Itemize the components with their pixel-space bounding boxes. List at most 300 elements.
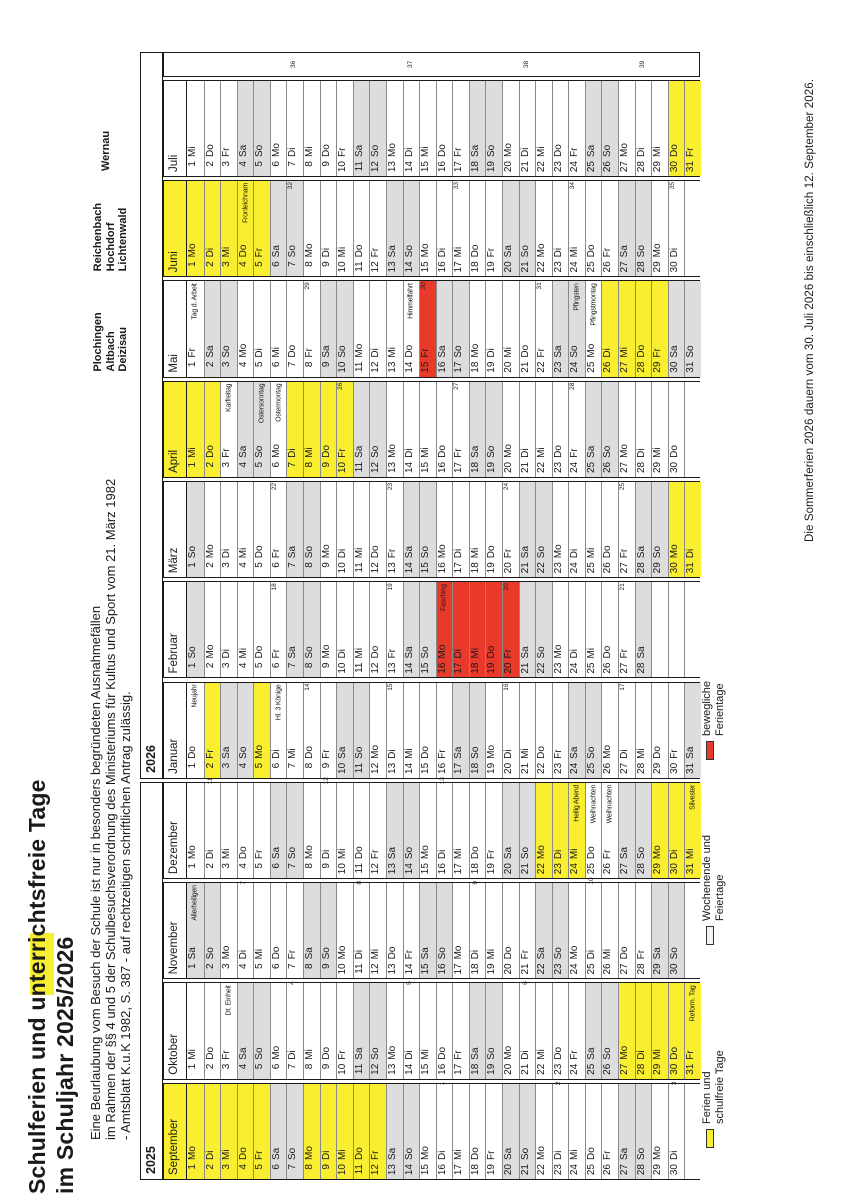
- weekday-abbr: Mo: [204, 544, 216, 559]
- day-cell-dezember-18: [469, 783, 486, 885]
- day-cell-februar-14: [403, 582, 420, 677]
- day-number: 19: [486, 261, 498, 273]
- weekday-abbr: Fr: [569, 448, 581, 458]
- day-number: 24: [569, 762, 581, 774]
- day-number: 14: [403, 161, 415, 173]
- weekday-abbr: Mo: [652, 243, 664, 258]
- day-cell-oktober-24: [568, 983, 585, 1078]
- day-cell-januar-9: [320, 683, 337, 785]
- day-cell-september-29: [651, 1084, 668, 1179]
- day-cell-juni-12: [369, 181, 386, 276]
- day-cell-oktober-18: [469, 983, 486, 1078]
- day-number: 3: [221, 161, 233, 167]
- weekday-abbr: Mo: [187, 1146, 198, 1160]
- day-number: 6: [270, 161, 282, 167]
- day-number: 31: [685, 361, 697, 373]
- day-cell-april-9: [320, 382, 337, 477]
- day-number: 30: [668, 261, 680, 273]
- day-number: 17: [453, 963, 465, 975]
- holiday-label: Allerheiligen: [191, 885, 199, 921]
- month-header: April: [164, 382, 187, 477]
- day-number: 29: [652, 863, 664, 875]
- weekday-abbr: Mo: [552, 544, 564, 559]
- day-number: 7: [287, 461, 299, 468]
- holiday-label: Ostermontag: [275, 383, 283, 422]
- day-cell-april-26: [601, 382, 618, 477]
- weekday-abbr: Di: [602, 348, 614, 358]
- day-number: 18: [469, 1063, 481, 1075]
- day-cell-februar-17: [452, 582, 469, 677]
- day-cell-november-28: [635, 883, 652, 978]
- day-number: 26: [602, 762, 614, 774]
- day-cell-november-6: [270, 883, 287, 978]
- day-number: 20: [502, 1164, 514, 1176]
- day-number: 2: [204, 1063, 216, 1070]
- day-number: 11: [353, 161, 365, 172]
- day-cell-oktober-31: [684, 983, 701, 1078]
- day-cell-november-17: [452, 883, 469, 978]
- weekday-abbr: Do: [668, 144, 680, 157]
- day-cell-märz-25: [585, 482, 602, 577]
- weekday-abbr: Do: [436, 445, 448, 458]
- weekday-abbr: Do: [486, 545, 498, 559]
- district-block-plochingen: [92, 312, 130, 371]
- week-number: 31: [536, 282, 544, 290]
- day-cell-empty: [651, 582, 668, 677]
- day-number: 14: [403, 863, 415, 875]
- day-cell-märz-19: [485, 482, 502, 577]
- day-number: 14: [403, 1164, 415, 1176]
- day-cell-juni-19: [485, 181, 502, 276]
- day-cell-januar-12: [369, 683, 386, 778]
- weekday-abbr: Sa: [469, 445, 481, 458]
- weekday-abbr: Mi: [536, 1049, 548, 1060]
- weekday-abbr: Do: [320, 144, 332, 157]
- day-number: 29: [652, 161, 664, 173]
- weekday-abbr: Di: [453, 649, 465, 659]
- weekday-abbr: So: [287, 1147, 299, 1160]
- weekday-abbr: Fr: [502, 548, 514, 559]
- day-number: 5: [254, 762, 266, 769]
- weekday-abbr: Mi: [237, 647, 249, 659]
- weekday-abbr: Sa: [403, 545, 415, 559]
- day-cell-november-1: [187, 883, 204, 978]
- district-name: Lichtenwald: [117, 207, 129, 272]
- day-cell-oktober-25: [585, 983, 602, 1078]
- day-number: 11: [353, 562, 365, 573]
- day-number: 20: [502, 361, 514, 373]
- day-cell-dezember-8: [303, 783, 320, 878]
- weekday-abbr: Fr: [436, 749, 448, 759]
- day-cell-januar-2: [204, 683, 221, 785]
- month-column-september: [163, 1083, 700, 1180]
- day-cell-märz-23: [552, 482, 569, 577]
- day-number: 17: [453, 863, 465, 875]
- weekday-abbr: Di: [320, 247, 332, 258]
- day-number: 6: [270, 963, 282, 969]
- day-cell-februar-10: [336, 582, 353, 677]
- day-number: 1: [187, 863, 198, 869]
- day-number: 4: [237, 863, 249, 869]
- holiday-label: Weihnachten: [606, 784, 614, 824]
- weekday-abbr: Fr: [370, 247, 382, 258]
- weekday-abbr: Do: [204, 1046, 216, 1060]
- day-cell-november-24: [568, 883, 585, 978]
- day-number: 8: [304, 963, 316, 969]
- day-number: 1: [187, 963, 198, 969]
- day-number: 28: [635, 361, 647, 373]
- day-number: 23: [552, 161, 564, 173]
- day-cell-oktober-3: [220, 983, 237, 1078]
- weekday-abbr: Mi: [453, 848, 465, 860]
- day-cell-dezember-20: [502, 783, 519, 878]
- day-cell-juni-4: [237, 181, 254, 276]
- day-cell-juli-21: [519, 81, 536, 176]
- weekday-abbr: So: [337, 345, 349, 358]
- day-number: 4: [237, 461, 249, 468]
- day-number: 7: [287, 261, 299, 267]
- day-cell-november-27: [618, 883, 635, 978]
- day-cell-juli-25: [585, 81, 602, 176]
- weekday-abbr: Fr: [221, 1050, 233, 1060]
- day-number: 27: [619, 863, 631, 875]
- day-number: 22: [536, 161, 548, 173]
- day-number: 4: [237, 1063, 249, 1070]
- day-cell-juli-27: [618, 81, 635, 176]
- day-cell-april-7: [286, 382, 303, 477]
- week-number: 34: [569, 182, 577, 190]
- weekday-abbr: Fr: [187, 348, 198, 358]
- day-number: 29: [652, 361, 664, 373]
- day-number: 28: [635, 562, 647, 574]
- day-number: 15: [420, 261, 432, 273]
- weekday-abbr: Do: [552, 1046, 564, 1060]
- weekday-abbr: Fr: [652, 348, 664, 358]
- weekday-abbr: Mi: [486, 948, 498, 960]
- day-number: 7: [287, 361, 299, 368]
- day-number: 10: [337, 562, 349, 574]
- weekday-abbr: So: [187, 545, 198, 559]
- day-number: 23: [552, 662, 564, 674]
- day-cell-mai-30: [668, 281, 685, 376]
- weekday-abbr: Do: [320, 1046, 332, 1060]
- district-name: Plochingen: [92, 312, 104, 372]
- weekday-abbr: Fr: [254, 247, 266, 258]
- weekday-abbr: So: [287, 846, 299, 860]
- day-cell-mai-3: [220, 281, 237, 376]
- day-number: 27: [619, 261, 631, 273]
- day-number: 28: [635, 662, 647, 674]
- day-number: 12: [370, 361, 382, 373]
- weekday-abbr: Sa: [685, 746, 697, 759]
- week-number: 24: [502, 482, 510, 491]
- day-number: 19: [486, 762, 498, 774]
- day-number: 28: [635, 161, 647, 173]
- day-cell-märz-3: [220, 482, 237, 577]
- day-number: 13: [386, 562, 398, 574]
- weekday-abbr: Mo: [270, 1045, 282, 1060]
- day-number: 17: [453, 1063, 465, 1075]
- day-number: 6: [270, 662, 282, 669]
- day-cell-september-3: [220, 1084, 237, 1179]
- day-number: 20: [502, 461, 514, 474]
- day-cell-empty: [684, 181, 701, 276]
- day-number: 17: [453, 562, 465, 574]
- weekday-abbr: Sa: [635, 646, 647, 659]
- day-cell-januar-26: [601, 683, 618, 778]
- day-cell-juni-14: [403, 181, 420, 276]
- day-number: 12: [370, 1164, 382, 1176]
- day-cell-oktober-1: [187, 983, 204, 1078]
- day-cell-april-11: [353, 382, 370, 477]
- day-cell-juli-29: [651, 81, 668, 176]
- day-cell-dezember-7: [286, 783, 303, 878]
- day-number: 20: [502, 762, 514, 774]
- day-cell-juni-7: [286, 181, 303, 276]
- day-cell-oktober-9: [320, 983, 337, 1078]
- weekday-abbr: Fr: [486, 1150, 498, 1160]
- day-number: 26: [602, 1164, 614, 1176]
- weekday-abbr: Sa: [519, 646, 531, 659]
- day-cell-dezember-28: [635, 783, 652, 878]
- day-cell-januar-14: [403, 683, 420, 778]
- day-number: 27: [619, 361, 631, 373]
- weekday-abbr: So: [536, 545, 548, 559]
- day-number: 3: [221, 963, 233, 969]
- day-cell-oktober-14: [403, 983, 420, 1078]
- weekday-abbr: Di: [453, 548, 465, 559]
- day-cell-mai-21: [519, 281, 536, 376]
- day-cell-juli-19: [485, 81, 502, 176]
- day-cell-oktober-10: [336, 983, 353, 1078]
- day-number: 8: [304, 1063, 316, 1070]
- day-cell-märz-2: [204, 482, 221, 577]
- day-cell-januar-13: [386, 683, 403, 778]
- weekday-abbr: Mo: [652, 1146, 664, 1160]
- day-number: 13: [386, 161, 398, 173]
- day-number: 27: [619, 1164, 631, 1176]
- day-number: 16: [436, 662, 448, 674]
- day-number: 18: [469, 261, 481, 273]
- day-number: 16: [436, 863, 448, 875]
- day-number: 9: [320, 461, 332, 468]
- weekday-abbr: Fr: [337, 147, 349, 157]
- day-number: 10: [337, 1063, 349, 1075]
- weekday-abbr: Sa: [270, 1147, 282, 1160]
- weekday-abbr: Sa: [569, 746, 581, 759]
- week-number: 3: [670, 1081, 678, 1086]
- page-title-line2: im Schuljahr 2025/2026: [52, 936, 78, 1194]
- week-number: 10: [587, 877, 595, 885]
- day-cell-september-1: [187, 1084, 204, 1179]
- day-cell-oktober-20: [502, 983, 519, 1078]
- week-number: 27: [453, 382, 461, 390]
- day-cell-märz-9: [320, 482, 337, 577]
- weekday-abbr: Di: [254, 348, 266, 358]
- day-cell-dezember-27: [618, 783, 635, 878]
- weekday-abbr: Mo: [569, 945, 581, 960]
- weekday-abbr: Di: [519, 147, 531, 157]
- day-number: 26: [602, 963, 614, 975]
- weekday-abbr: Mi: [519, 748, 531, 759]
- day-number: 1: [187, 662, 198, 669]
- holiday-label: Pfingsten: [573, 283, 581, 311]
- weekday-abbr: Di: [320, 1150, 332, 1160]
- weekday-abbr: Di: [221, 649, 233, 659]
- week-number: 33: [453, 182, 461, 190]
- day-number: 30: [668, 1063, 680, 1075]
- weekday-abbr: Do: [270, 946, 282, 960]
- day-number: 27: [619, 562, 631, 574]
- day-cell-november-25: [585, 883, 602, 978]
- weekday-abbr: Do: [403, 344, 415, 358]
- weekday-abbr: Di: [635, 1050, 647, 1060]
- day-cell-november-13: [386, 883, 403, 978]
- day-cell-mai-13: [386, 281, 403, 376]
- intro-line-2: im Rahmen der §§ 4 und 5 der Schulbesuchsverordnung des Ministeriums für Kultus und Sport vom 21. März 1982: [103, 478, 118, 1140]
- day-cell-november-23: [552, 883, 569, 978]
- weekday-abbr: Fr: [486, 849, 498, 860]
- weekday-abbr: Mo: [552, 644, 564, 659]
- weekday-abbr: Mo: [453, 945, 465, 960]
- weekday-abbr: Di: [502, 749, 514, 759]
- month-column-mai: [163, 280, 700, 377]
- weekday-abbr: Di: [221, 548, 233, 559]
- day-cell-mai-15: [419, 281, 436, 376]
- day-number: 14: [403, 762, 415, 774]
- weekday-abbr: Mi: [337, 848, 349, 860]
- weekday-abbr: So: [420, 646, 432, 659]
- day-cell-oktober-17: [452, 983, 469, 1078]
- month-header: Januar: [164, 683, 187, 778]
- weekday-abbr: Sa: [270, 846, 282, 860]
- day-cell-januar-29: [651, 683, 668, 778]
- day-cell-dezember-5: [253, 783, 270, 878]
- day-number: 17: [453, 1164, 465, 1176]
- day-cell-mai-31: [684, 281, 701, 376]
- day-number: 3: [221, 361, 233, 368]
- day-cell-april-12: [369, 382, 386, 477]
- day-cell-oktober-6: [270, 983, 287, 1078]
- day-cell-märz-28: [635, 482, 652, 577]
- weekday-abbr: Mi: [270, 347, 282, 358]
- day-cell-juli-15: [419, 81, 436, 176]
- day-number: 11: [353, 461, 365, 473]
- day-number: 27: [619, 963, 631, 975]
- day-number: 13: [386, 963, 398, 975]
- weekday-abbr: Do: [585, 846, 597, 860]
- day-number: 10: [337, 1164, 349, 1176]
- day-number: 7: [287, 963, 299, 969]
- holiday-label: Tag d. Arbeit: [191, 283, 199, 320]
- day-number: 23: [552, 1164, 564, 1176]
- weekday-abbr: Fr: [304, 348, 316, 358]
- weekday-abbr: Mo: [187, 845, 198, 860]
- day-cell-november-26: [601, 883, 618, 978]
- day-cell-empty: [668, 582, 685, 677]
- day-number: 12: [370, 562, 382, 574]
- day-cell-märz-24: [568, 482, 585, 577]
- weekday-abbr: Fr: [270, 649, 282, 659]
- day-number: 10: [337, 662, 349, 674]
- weekday-abbr: Fr: [287, 949, 299, 960]
- day-cell-mai-25: [585, 281, 602, 376]
- weekday-abbr: Mi: [221, 1149, 233, 1160]
- weekday-abbr: So: [353, 746, 365, 759]
- day-number: 26: [602, 161, 614, 173]
- day-number: 6: [270, 1164, 282, 1170]
- day-number: 30: [668, 161, 680, 173]
- day-number: 27: [619, 161, 631, 173]
- day-number: 22: [536, 461, 548, 474]
- day-number: 9: [320, 963, 332, 969]
- week-strip-column: [163, 52, 700, 77]
- day-cell-februar-3: [220, 582, 237, 677]
- month-header: Februar: [164, 582, 187, 677]
- day-cell-märz-21: [519, 482, 536, 577]
- day-cell-september-6: [270, 1084, 287, 1179]
- weekday-abbr: Sa: [652, 947, 664, 960]
- day-cell-februar-22: [535, 582, 552, 677]
- weekday-abbr: So: [635, 846, 647, 860]
- weekday-abbr: Fr: [569, 1050, 581, 1060]
- day-cell-april-13: [386, 382, 403, 477]
- day-number: 28: [635, 1164, 647, 1176]
- day-number: 1: [187, 161, 198, 167]
- weekday-abbr: Sa: [403, 646, 415, 659]
- day-number: 15: [420, 863, 432, 875]
- weekday-abbr: Di: [552, 247, 564, 258]
- weekday-abbr: Di: [436, 1150, 448, 1160]
- weekday-abbr: Sa: [386, 245, 398, 258]
- week-number: 2: [554, 1081, 562, 1086]
- day-cell-juni-25: [585, 181, 602, 276]
- day-number: 9: [320, 662, 332, 669]
- day-cell-februar-28: [635, 582, 652, 677]
- weekday-abbr: Mi: [453, 1149, 465, 1160]
- day-number: 30: [668, 863, 680, 875]
- weekday-abbr: So: [536, 646, 548, 659]
- day-cell-november-20: [502, 883, 519, 978]
- weekday-abbr: So: [519, 846, 531, 860]
- day-cell-september-28: [635, 1084, 652, 1179]
- day-number: 25: [585, 562, 597, 574]
- weekday-abbr: Do: [469, 244, 481, 258]
- day-number: 13: [386, 662, 398, 674]
- weekday-abbr: So: [304, 545, 316, 559]
- day-number: 25: [585, 963, 597, 975]
- day-number: 24: [569, 1063, 581, 1075]
- weekday-abbr: Mo: [386, 1045, 398, 1060]
- day-cell-juni-30: [668, 181, 685, 276]
- day-cell-märz-30: [668, 482, 685, 577]
- holiday-label: Neujahr: [191, 684, 199, 708]
- day-cell-april-8: [303, 382, 320, 477]
- weekday-abbr: So: [685, 345, 697, 358]
- day-number: 13: [386, 1063, 398, 1075]
- week-number: 14: [304, 683, 312, 691]
- weekday-abbr: Mo: [420, 845, 432, 860]
- weekday-abbr: So: [420, 545, 432, 559]
- day-cell-oktober-29: [651, 983, 668, 1078]
- weekday-abbr: So: [403, 1147, 415, 1160]
- week-number: 7: [239, 880, 247, 885]
- weekday-abbr: So: [187, 646, 198, 659]
- day-number: 17: [453, 662, 465, 674]
- day-cell-juli-30: [668, 81, 685, 176]
- week-number: 19: [386, 583, 394, 591]
- week-number: 9: [471, 880, 479, 885]
